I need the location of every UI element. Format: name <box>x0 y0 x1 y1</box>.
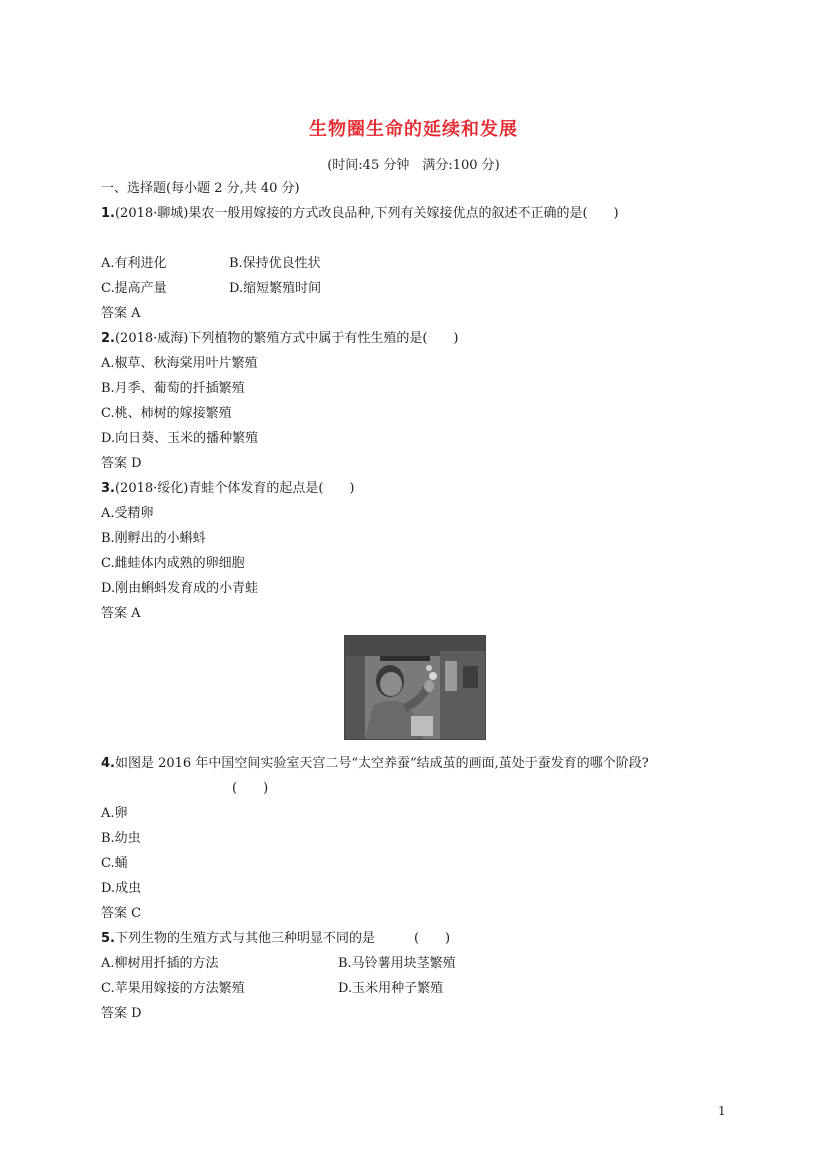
question-text: (2018·聊城)果农一般用嫁接的方式改良品种,下列有关嫁接优点的叙述不正确的是( ) <box>114 206 619 221</box>
option-a: A.卵 <box>101 806 128 821</box>
question-number: 1. <box>101 206 115 221</box>
question-5 <box>101 930 450 948</box>
question-2 <box>101 330 459 348</box>
answer: 答案 C <box>101 906 142 921</box>
question-text: 如图是 2016 年中国空间实验室天宫二号“太空养蚕”结成茧的画面,茧处于蚕发育的哪个阶段? <box>114 756 649 771</box>
option-c: C.苹果用嫁接的方法繁殖 <box>101 981 245 996</box>
question-text: (2018·威海)下列植物的繁殖方式中属于有性生殖的是( ) <box>114 331 459 346</box>
astronaut-image-icon <box>345 636 485 739</box>
question-text: 下列生物的生殖方式与其他三种明显不同的是 ( ) <box>114 931 451 946</box>
option-c: C.提高产量 <box>101 281 167 296</box>
option-c: C.桃、柿树的嫁接繁殖 <box>101 406 232 421</box>
page-number: 1 <box>718 1104 726 1118</box>
question-number: 2. <box>101 331 115 346</box>
question-number: 3. <box>101 481 115 496</box>
option-b: B.月季、葡萄的扦插繁殖 <box>101 381 245 396</box>
answer: 答案 D <box>101 456 142 471</box>
option-a: A.椒草、秋海棠用叶片繁殖 <box>101 356 258 371</box>
option-d: D.玉米用种子繁殖 <box>338 981 444 996</box>
exam-info: (时间:45 分钟 满分:100 分) <box>327 158 500 173</box>
question-4 <box>101 755 649 773</box>
option-a: A.柳树用扦插的方法 <box>101 956 219 971</box>
answer: 答案 D <box>101 1006 142 1021</box>
document-title: 生物圈生命的延续和发展 <box>309 119 518 140</box>
option-d: D.缩短繁殖时间 <box>229 281 322 296</box>
option-c: C.雌蛙体内成熟的卵细胞 <box>101 556 245 571</box>
option-b: B.刚孵出的小蝌蚪 <box>101 531 206 546</box>
section-heading: 一、选择题(每小题 2 分,共 40 分) <box>101 181 300 196</box>
answer: 答案 A <box>101 306 141 321</box>
option-a: A.受精卵 <box>101 506 154 521</box>
question-number: 4. <box>101 756 115 771</box>
question-number: 5. <box>101 931 115 946</box>
option-a: A.有利进化 <box>101 256 167 271</box>
option-b: B.保持优良性状 <box>229 256 321 271</box>
answer: 答案 A <box>101 606 141 621</box>
question-3 <box>101 480 355 498</box>
astronaut-photo <box>344 635 486 740</box>
answer-paren: ( ) <box>232 781 269 796</box>
question-text: (2018·绥化)青蛙个体发育的起点是( ) <box>114 481 355 496</box>
option-b: B.马铃薯用块茎繁殖 <box>338 956 456 971</box>
option-b: B.幼虫 <box>101 831 141 846</box>
option-d: D.刚由蝌蚪发育成的小青蛙 <box>101 581 259 596</box>
question-1 <box>101 205 619 223</box>
option-d: D.成虫 <box>101 881 142 896</box>
option-d: D.向日葵、玉米的播种繁殖 <box>101 431 259 446</box>
option-c: C.蛹 <box>101 856 128 871</box>
